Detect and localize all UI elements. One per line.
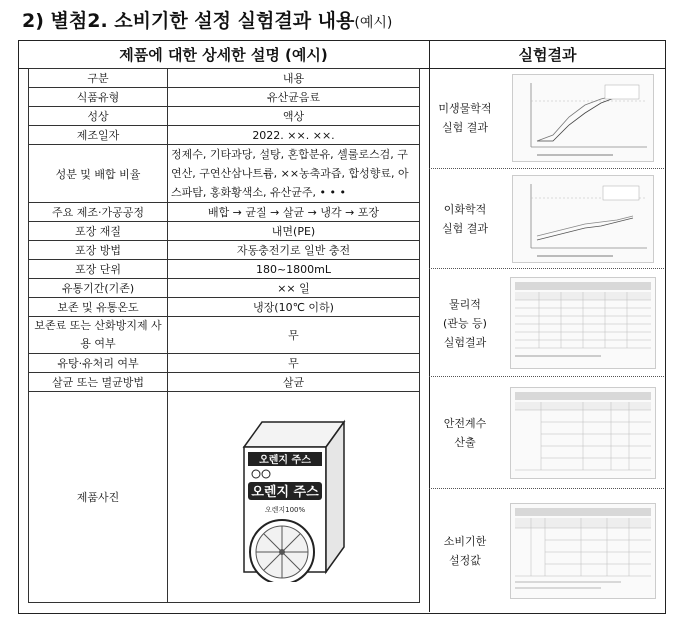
table-thumbnail: [510, 277, 656, 369]
table-row: 보존 및 유통온도 냉장(10℃ 이하): [29, 298, 420, 317]
left-header: 제품에 대한 상세한 설명 (예시): [18, 40, 429, 69]
result-label: 미생물학적 실험 결과: [438, 102, 492, 134]
result-label: 이화학적 실험 결과: [441, 203, 488, 235]
table-thumbnail: [510, 387, 656, 479]
table-row: 제품사진 오렌지 주스 오렌지 주스 오렌지100%: [29, 392, 420, 603]
table-row: 성상 액상: [29, 107, 420, 126]
svg-text:오렌지 주스: 오렌지 주스: [258, 455, 311, 466]
title-suffix: (예시): [354, 15, 393, 31]
result-row-physicochemical: [429, 168, 664, 269]
table-row: 포장 재질 내면(PE): [29, 222, 420, 241]
product-photo-cell: [168, 392, 420, 603]
svg-text:오렌지 주스: 오렌지 주스: [250, 485, 319, 500]
table-row: 포장 단위 180~1800mL: [29, 260, 420, 279]
product-info-table: [28, 68, 420, 603]
juice-carton-image: [234, 412, 354, 582]
table-row: 제조일자 2022. ××. ××.: [29, 126, 420, 145]
title-main: 2) 별첨2. 소비기한 설정 실험결과 내용: [22, 10, 355, 32]
table-row: 구분 내용: [29, 69, 420, 88]
result-row-physical: [429, 268, 664, 377]
table-row: 주요 제조·가공공정 배합 → 균질 → 살균 → 냉각 → 포장: [29, 203, 420, 222]
right-header: 실험결과: [429, 40, 665, 69]
table-row: 살균 또는 멸균방법 살균: [29, 373, 420, 392]
result-label: 소비기한 설정값: [443, 535, 487, 567]
line-chart-thumbnail: [512, 74, 654, 162]
table-row: 성분 및 배합 비율 정제수, 기타과당, 설탕, 혼합분유, 셀룰로스검, 구연산, 구연산삼나트륨, ××농축과즙, 합성향료, 아스파탐, 홍화황색소, 유산균주, • • •: [29, 145, 420, 203]
table-row: 유통기간(기존) ×× 일: [29, 279, 420, 298]
result-label: 물리적 (관능 등) 실험결과: [443, 297, 487, 349]
result-label: 안전계수 산출: [443, 417, 487, 449]
scatter-chart-thumbnail: [512, 175, 654, 263]
svg-text:오렌지100%: 오렌지100%: [264, 506, 305, 514]
result-row-shelf-life: [429, 488, 664, 613]
table-row: 유탕·유처리 여부 무: [29, 354, 420, 373]
table-row: 식품유형 유산균음료: [29, 88, 420, 107]
table-thumbnail: [510, 503, 656, 599]
result-row-safety-factor: [429, 376, 664, 489]
result-row-microbial: [429, 68, 664, 168]
page-title: [22, 6, 392, 33]
table-row: 포장 방법 자동충전기로 일반 충전: [29, 241, 420, 260]
table-row: 보존료 또는 산화방지제 사용 여부 무: [29, 317, 420, 354]
